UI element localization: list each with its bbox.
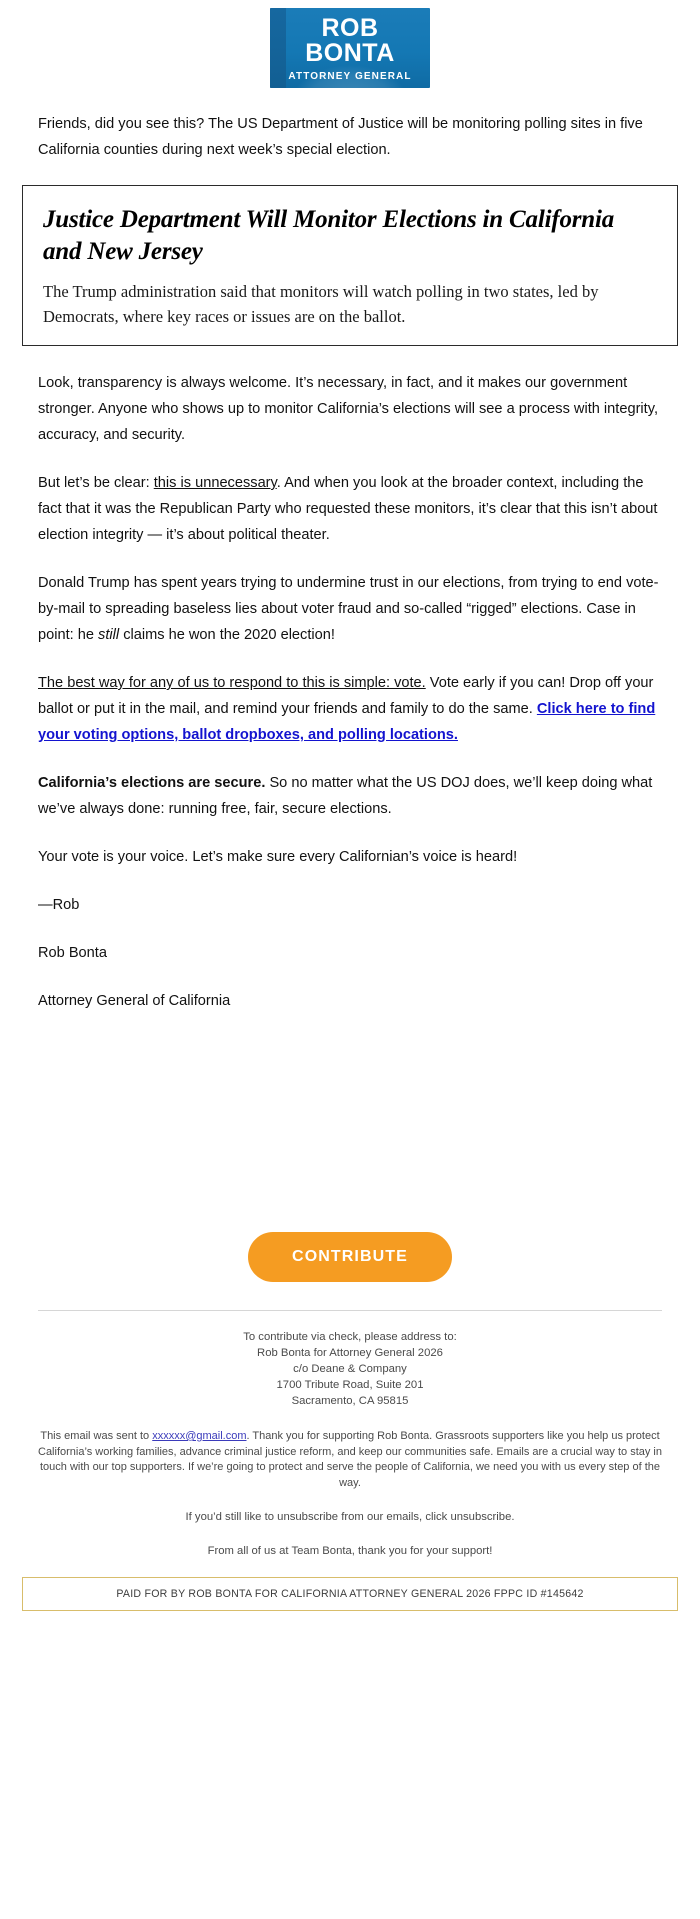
article-subtext: The Trump administration said that monitors will watch polling in two states, led by Democrats, where key races or issues are on the ballot. xyxy=(43,282,599,326)
closing-paragraph: Your vote is your voice. Let’s make sure every Californian’s voice is heard! xyxy=(38,849,518,865)
cta-section xyxy=(0,1226,700,1310)
contribute-button[interactable]: CONTRIBUTE xyxy=(248,1232,452,1282)
unsubscribe-line[interactable]: If you’d still like to unsubscribe from our emails, click unsubscribe. xyxy=(185,1511,515,1523)
trump-paragraph xyxy=(38,570,662,648)
article-headline: Justice Department Will Monitor Elections in California and New Jersey xyxy=(43,206,615,265)
address-line-4: Sacramento, CA 95815 xyxy=(291,1395,409,1407)
recipient-email-link[interactable]: xxxxxx@gmail.com xyxy=(152,1430,247,1442)
unnecessary-text-after: . And when you look at the broader context, including the fact that it was the Republican Party who requested these monitors, it’s clear that this isn’t about election integrity — it’s about political theater. xyxy=(38,475,658,543)
trump-italic-word: still xyxy=(98,627,120,643)
header-logo-block xyxy=(0,0,700,111)
recipient-disclosure-paragraph xyxy=(38,1429,662,1491)
content-spacer xyxy=(0,1036,700,1226)
paid-for-disclaimer: PAID FOR BY ROB BONTA FOR CALIFORNIA ATTORNEY GENERAL 2026 FPPC ID #145642 xyxy=(22,1577,678,1611)
voting-options-link[interactable]: Click here to find your voting options, ballot dropboxes, and polling locations. xyxy=(38,701,656,743)
trump-text-before: Donald Trump has spent years trying to undermine trust in our elections, from trying to end vote-by-mail to spreading baseless lies about voter fraud and so-called “rigged” elections. Case in point: he xyxy=(38,575,659,643)
fine-text-after: . Thank you for supporting Rob Bonta. Grassroots supporters like you help us protect California’s working families, advance criminal justice reform, and keep our communities safe. Emails are a crucial way to stay in touch with our top supporters. If we’re going to protect and serve the people of California, we need you with us every step of the way. xyxy=(38,1430,662,1489)
secure-elections-bold-lead: California’s elections are secure. xyxy=(38,775,266,791)
bottom-padding xyxy=(0,1611,700,1647)
unnecessary-paragraph xyxy=(38,470,662,548)
thanks-line: From all of us at Team Bonta, thank you for your support! xyxy=(207,1545,493,1557)
logo-name-line2: BONTA xyxy=(305,39,395,67)
unnecessary-underlined-phrase: this is unnecessary xyxy=(153,475,277,491)
address-line-2: c/o Deane & Company xyxy=(293,1363,407,1375)
vote-underlined-sentence: The best way for any of us to respond to this is simple: vote. xyxy=(38,675,426,691)
address-line-0: To contribute via check, please address to: xyxy=(243,1331,457,1343)
secure-elections-text: So no matter what the US DOJ does, we’ll keep doing what we’ve always done: running free, fair, secure elections. xyxy=(38,775,653,817)
email-footer xyxy=(0,1329,700,1559)
logo-office-title: ATTORNEY GENERAL xyxy=(288,71,412,82)
email-content xyxy=(0,111,700,163)
signoff-line: —Rob xyxy=(38,897,80,913)
vote-paragraph xyxy=(38,670,662,748)
signature-name: Rob Bonta xyxy=(38,945,107,961)
transparency-paragraph: Look, transparency is always welcome. It’s necessary, in fact, and it makes our government stronger. Anyone who shows up to monitor California’s elections will see a process with integrity, accuracy, and security. xyxy=(38,375,658,443)
fine-text-before: This email was sent to xyxy=(40,1430,153,1442)
logo-candidate-name xyxy=(270,8,430,66)
footer-divider xyxy=(38,1310,662,1311)
address-line-3: 1700 Tribute Road, Suite 201 xyxy=(276,1379,424,1391)
vote-text-middle: Vote early if you can! Drop off your ballot or put it in the mail, and remind your friends and family to do the same. xyxy=(38,675,654,717)
intro-paragraph: Friends, did you see this? The US Department of Justice will be monitoring polling sites in five California counties during next week’s special election. xyxy=(38,116,643,158)
address-line-1: Rob Bonta for Attorney General 2026 xyxy=(257,1347,443,1359)
secure-elections-paragraph xyxy=(38,770,662,822)
email-content-continued xyxy=(0,370,700,1014)
rob-bonta-logo[interactable] xyxy=(270,8,430,88)
unnecessary-text-before: But let’s be clear: xyxy=(38,475,154,491)
trump-text-after: claims he won the 2020 election! xyxy=(119,627,335,643)
signature-title: Attorney General of California xyxy=(38,993,231,1009)
article-quote-card xyxy=(22,185,678,346)
check-address-block xyxy=(38,1329,662,1409)
logo-name-line1: ROB xyxy=(321,14,379,42)
